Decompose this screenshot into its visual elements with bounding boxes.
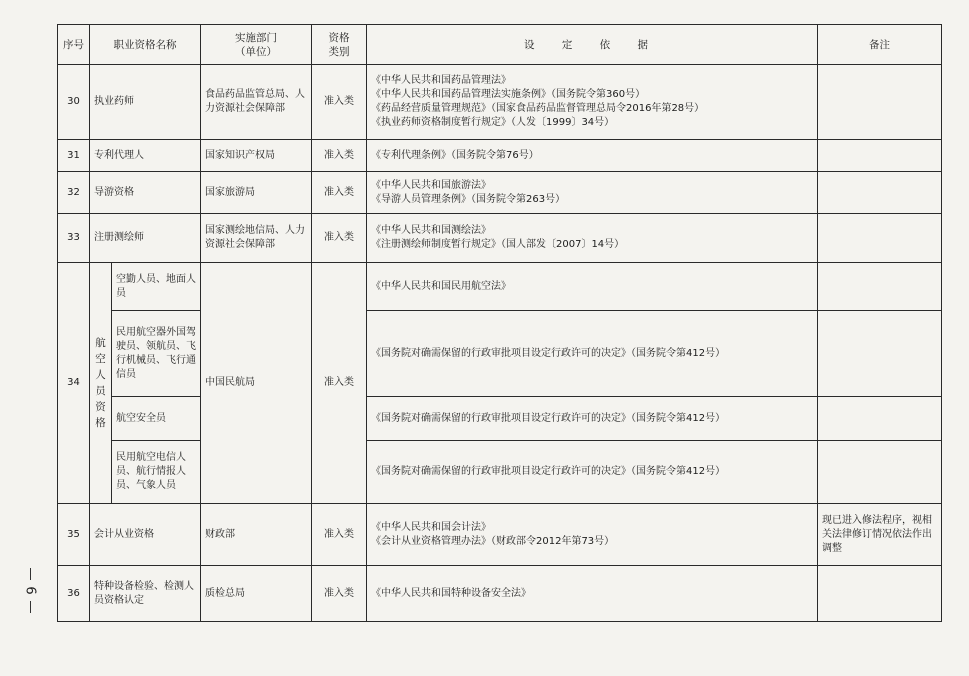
header-type: 资格 类别 xyxy=(312,25,367,65)
table-row: 34 航空人员资格 空勤人员、地面人员 中国民航局 准入类 《中华人民共和国民用航空法》 xyxy=(58,263,942,311)
table-row: 31 专利代理人 国家知识产权局 准入类 《专利代理条例》（国务院令第76号） xyxy=(58,140,942,172)
page-number: 6 xyxy=(22,560,38,620)
table-row: 航空安全员 《国务院对确需保留的行政审批项目设定行政许可的决定》（国务院令第412号） xyxy=(58,397,942,441)
header-basis: 设 定 依 据 xyxy=(367,25,818,65)
header-row xyxy=(58,25,942,65)
table-row: 33 注册测绘师 国家测绘地信局、人力资源社会保障部 准入类 《中华人民共和国测绘法》 《注册测绘师制度暂行规定》（国人部发〔2007〕14号） xyxy=(58,214,942,263)
table-row: 30 执业药师 食品药品监管总局、人力资源社会保障部 准入类 《中华人民共和国药品管理法》 《中华人民共和国药品管理法实施条例》（国务院令第360号） 《药品经营质量管理规范》（国家食品药品监督管理总局令2016年第28号） 《执业药师资格制度暂行规定》（人发〔1999〕34号） xyxy=(58,65,942,140)
table-row: 35 会计从业资格 财政部 准入类 《中华人民共和国会计法》 《会计从业资格管理办法》（财政部令2012年第73号） 现已进入修法程序，视相关法律修订情况依法作出调整 xyxy=(58,504,942,566)
table-row: 36 特种设备检验、检测人员资格认定 质检总局 准入类 《中华人民共和国特种设备安全法》 xyxy=(58,566,942,622)
group-name: 航空人员资格 xyxy=(90,263,112,504)
table-row: 民用航空电信人员、航行情报人员、气象人员 《国务院对确需保留的行政审批项目设定行政许可的决定》（国务院令第412号） xyxy=(58,441,942,504)
header-no: 序号 xyxy=(58,25,90,65)
qualification-table xyxy=(57,24,942,622)
table-row: 32 导游资格 国家旅游局 准入类 《中华人民共和国旅游法》 《导游人员管理条例》（国务院令第263号） xyxy=(58,172,942,214)
header-dept: 实施部门 （单位） xyxy=(201,25,312,65)
header-remark: 备注 xyxy=(818,25,942,65)
header-name: 职业资格名称 xyxy=(90,25,201,65)
table-row: 民用航空器外国驾驶员、领航员、飞行机械员、飞行通信员 《国务院对确需保留的行政审批项目设定行政许可的决定》（国务院令第412号） xyxy=(58,311,942,397)
